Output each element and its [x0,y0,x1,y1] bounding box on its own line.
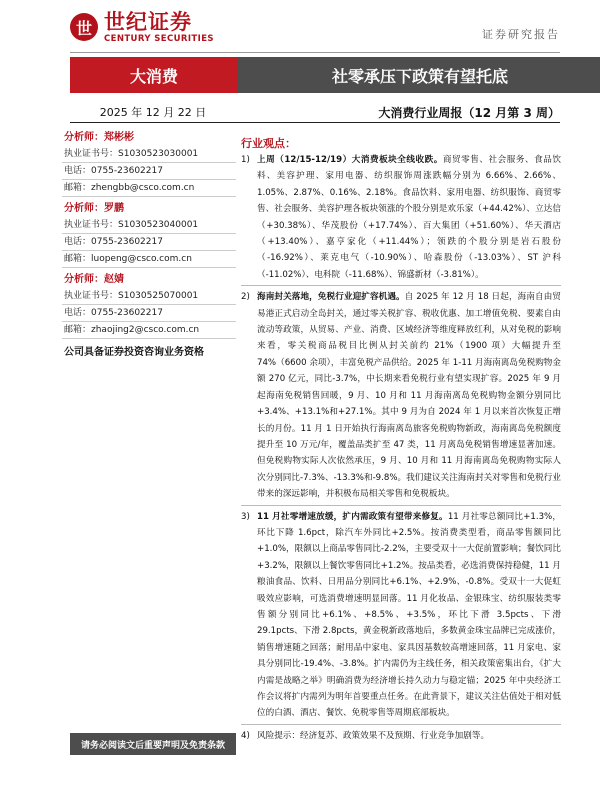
company-logo [70,10,214,44]
paragraph-number: 2) [241,292,250,303]
paragraph-lead: 上周（12/15-12/19）大消费板块全线收跌。 [257,155,443,165]
weekly-report-title: 大消费行业周报（12 月第 3 周） [378,106,560,120]
analyst-email[interactable]: 邮箱：zhengbb@csco.com.cn [62,180,236,197]
title-banner [70,57,600,93]
report-date: 2025 年 12 月 22 日 [99,106,207,119]
logo-chinese-name: 世纪证券 [104,9,192,34]
report-headline: 社零承压下政策有望托底 [238,57,600,93]
paragraph-text: 自 2025 年 12 月 18 日起，海南自由贸易港正式启动全岛封关，通过零关税扩容、税收优惠、加工增值免税、要素自由流动等政策，从贸易、产业、消费、区域经济等维度释放红利，从对免税的影响来看，零关税商品税目比例从封关前约 21%（1900 项）大幅提升至 74%（6600 余项），丰富免税产品供给。2025 年 1-11 月海南离岛免税购物金额 270 亿元，同比-3.7%，中长期来看免税行业有望实现扩容。2025 年 9 月起海南免税销售回暖，9 月、10 月和 11 月海南离岛免税购物金额分别同比+3.4%、+13.1%和+27.1%。其中 9 月为自 2024 年 1 月以来首次恢复正增长的月份。11 月 1 日开始执行海南离岛旅客免税购物新政，海南离岛免税额度提升至 10 万元/年，覆盖品类扩至 47 类，11 月离岛免税销售增速显著加速。但免税购物实际人次依然承压，9 月、10 月和 11 月海南离岛免税购物实际人次分别同比-7.3%、-13.3%和-9.8%。我们建议关注海南封关对零售和免税行业带来的深远影响，并积极布局相关零售和免税板块。 [257,292,561,500]
view-paragraph [241,509,561,722]
view-paragraph [241,728,561,744]
analyst-name: 分析师：罗鹏 [64,203,124,214]
paragraph-number: 3) [241,511,250,522]
paragraph-number: 4) [241,730,250,741]
logo-icon: 世 [70,13,98,41]
section-title: 行业观点： [241,137,296,150]
analyst-license: 执业证书号：S1030523030001 [62,146,236,163]
report-type-label: 证券研究报告 [482,28,560,41]
paragraph-lead: 11 月社零增速放缓，扩内需政策有望带来修复。 [257,511,448,522]
paragraph-divider [241,505,561,506]
logo-english-name: CENTURY SECURITIES [104,34,214,44]
analyst-email[interactable]: 邮箱：luopeng@csco.com.cn [62,251,236,268]
paragraph-number: 1) [241,155,250,165]
paragraph-text: 风险提示：经济复苏、政策效果不及预期、行业竞争加剧等。 [257,730,490,741]
view-paragraph [241,289,561,502]
qualification-note: 公司具备证券投资咨询业务资格 [64,347,204,358]
sector-label: 大消费 [70,57,238,93]
analyst-phone: 电话：0755-23602217 [62,163,236,180]
analyst-phone: 电话：0755-23602217 [62,305,236,322]
view-paragraph [241,152,561,283]
disclaimer-footer: 请务必阅读文后重要声明及免责条款 [70,733,236,755]
report-header [0,0,600,60]
industry-views [241,136,561,744]
analyst-card [62,201,236,268]
paragraph-lead: 海南封关落地，免税行业迎扩容机遇。 [257,292,405,303]
analyst-card [62,272,236,339]
header-divider [70,52,560,53]
analyst-license: 执业证书号：S1030525070001 [62,288,236,305]
paragraph-divider [241,724,561,725]
analyst-name: 分析师：赵婧 [64,274,124,285]
analyst-name: 分析师：郑彬彬 [64,132,134,143]
analyst-phone: 电话：0755-23602217 [62,234,236,251]
paragraph-divider [241,285,561,286]
paragraph-text: 11 月社零总额同比+1.3%，环比下降 1.6pct，除汽车外同比+2.5%。按消费类型看，商品零售额同比+1.0%，限额以上商品零售同比-2.2%，主要受双十一大促前置影响；餐饮同比+3.2%，限额以上餐饮零售同比+1.2%。按品类看，必选消费保持稳健，11 月粮油食品、饮料、日用品分别同比+6.1%、+2.9%、-0.8%。受双十一大促虹吸效应影响，可选消费增速明显回落。11 月化妆品、金银珠宝、纺织服装类零售额分别同比+6.1%、+8.5%、+3.5%，环比下滑 3.5pcts、下滑 29.1pcts、下滑 2.8pcts，黄金税新政落地后，多数黄金珠宝品牌已完成涨价，销售增速随之回落；耐用品中家电、家具因基数较高增速回落，11 月家电、家具分别同比-19.4%、-3.8%。扩内需仍为主线任务，相关政策密集出台，《扩大内需是战略之举》明确消费为经济增长持久动力与稳定锚；2025 年中央经济工作会议将扩内需列为明年首要重点任务。在此背景下，建议关注估值处于相对低位的白酒、酒店、餐饮、免税零售等周期底部板块。 [257,511,562,719]
analyst-sidebar [62,130,236,358]
analyst-email[interactable]: 邮箱：zhaojing2@csco.com.cn [62,322,236,339]
meta-divider [70,122,560,123]
paragraph-text: 商贸零售、社会服务、食品饮料、美容护理、家用电器、纺织服饰周涨跌幅分别为 6.66%、2.66%、1.05%、2.87%、0.16%、2.18%。食品饮料、家用电器、纺织服饰、商贸零售、社会服务、美容护理各板块领涨的个股分别是欢乐家（+44.42%）、立达信（+30.38%）、华茂股份（+17.74%）、百大集团（+51.60%）、华天酒店（+13.40%）、嘉亨家化（+11.44%）；领跌的个股分别是岩石股份（-16.92%）、莱克电气（-10.90%）、哈森股份（-13.03%）、ST 沪科（-11.02%）、电科院（-11.68%）、锦盛新材（-3.81%）。 [257,155,561,280]
analyst-card [62,130,236,197]
analyst-license: 执业证书号：S1030523040001 [62,217,236,234]
